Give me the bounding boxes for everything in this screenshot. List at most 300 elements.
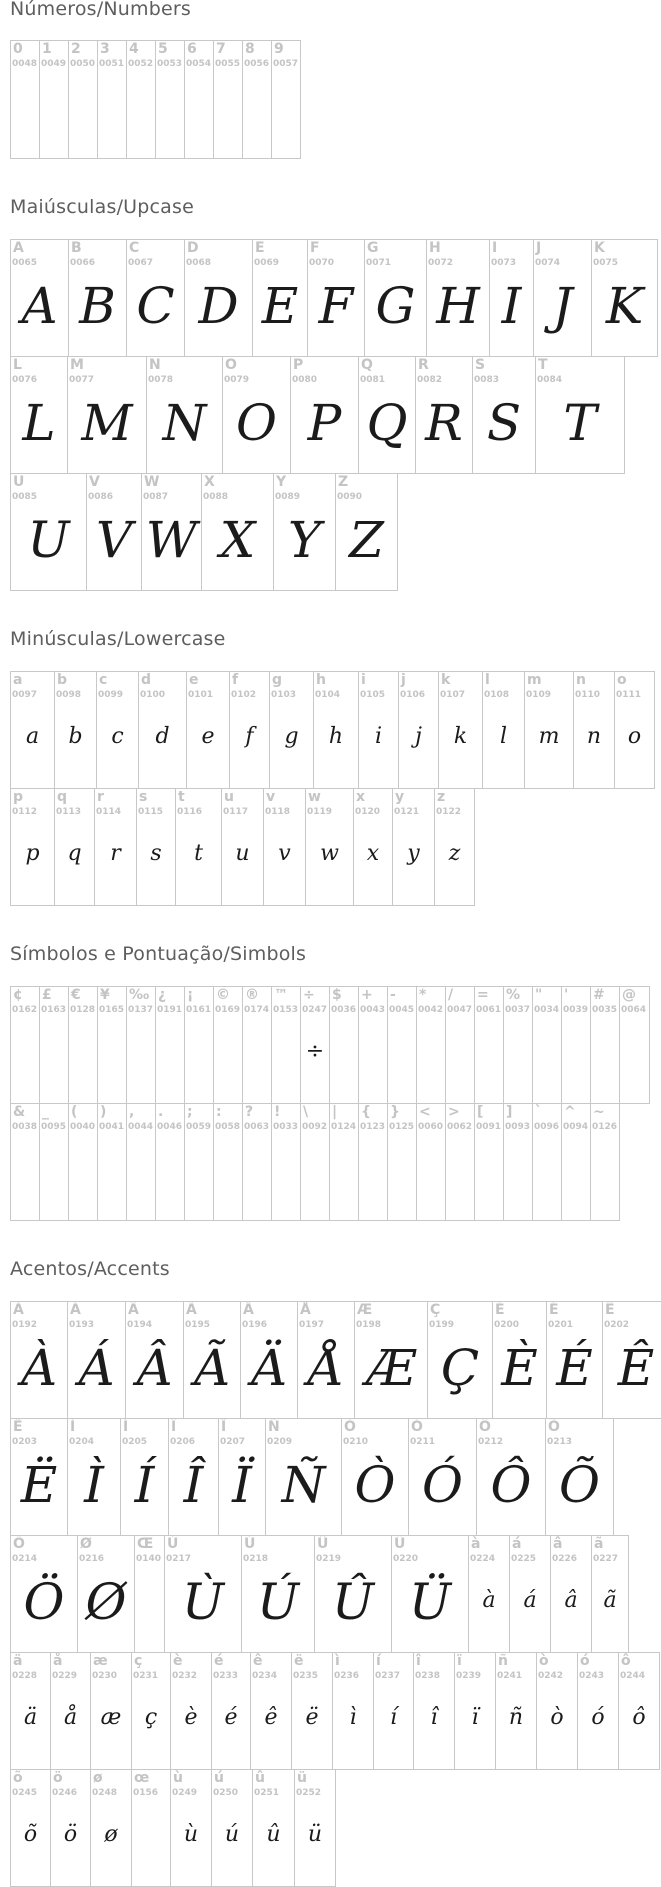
glyph-code: 0248	[92, 1788, 118, 1798]
glyph-code: 0055	[215, 59, 241, 69]
glyph-code: 0072	[428, 258, 454, 268]
glyph-cell	[438, 671, 483, 789]
glyph-sample: ë	[305, 1705, 319, 1730]
glyph-code: 0110	[575, 690, 601, 700]
glyph-code: 0241	[497, 1671, 523, 1681]
glyph-cell	[305, 788, 354, 906]
glyph-label: Ö	[13, 1536, 25, 1552]
glyph-code: 0194	[127, 1320, 153, 1330]
glyph-cell	[263, 788, 306, 906]
glyph-label: y	[395, 789, 405, 805]
glyph-cell	[218, 1418, 266, 1536]
glyph-sample: Ë	[20, 1456, 58, 1514]
section-title-upcase: Maiúsculas/Upcase	[10, 196, 195, 218]
glyph-code: 0243	[579, 1671, 605, 1681]
glyph-code: 0092	[302, 1122, 328, 1132]
glyph-label: ä	[13, 1653, 23, 1669]
glyph-label: )	[100, 1104, 107, 1120]
glyph-cell	[211, 1769, 253, 1887]
glyph-label: ù	[173, 1770, 183, 1786]
glyph-cell	[573, 671, 615, 789]
glyph-code: 0052	[128, 59, 154, 69]
glyph-label: +	[361, 987, 373, 1003]
glyph-cell	[10, 239, 69, 357]
glyph-code: 0118	[265, 807, 291, 817]
glyph-code: 0237	[375, 1671, 401, 1681]
glyph-code: 0125	[389, 1122, 415, 1132]
glyph-cell	[242, 986, 272, 1104]
glyph-sample: d	[155, 724, 170, 749]
glyph-code: 0033	[273, 1122, 299, 1132]
glyph-sample: r	[110, 841, 121, 866]
glyph-label: õ	[13, 1770, 23, 1786]
glyph-sample: ì	[349, 1705, 357, 1730]
glyph-label: Ú	[244, 1536, 256, 1552]
glyph-cell	[213, 1103, 243, 1221]
glyph-label: ¿	[158, 987, 167, 1003]
glyph-cell	[39, 40, 69, 159]
glyph-label: ™	[274, 987, 288, 1003]
glyph-cell	[164, 1535, 242, 1653]
glyph-sample: ó	[591, 1705, 605, 1730]
glyph-code: 0057	[273, 59, 299, 69]
glyph-sample: è	[184, 1705, 198, 1730]
glyph-cell	[90, 1769, 132, 1887]
glyph-cell	[509, 1535, 551, 1653]
section-title-numbers: Números/Numbers	[10, 0, 191, 20]
glyph-code: 0038	[12, 1122, 38, 1132]
glyph-label: Ä	[243, 1302, 254, 1318]
glyph-sample: i	[374, 724, 383, 749]
glyph-code: 0104	[315, 690, 341, 700]
glyph-code: 0247	[302, 1005, 328, 1015]
glyph-code: 0079	[224, 375, 250, 385]
glyph-label: À	[13, 1302, 24, 1318]
glyph-sample: Ö	[23, 1573, 65, 1631]
glyph-cell	[353, 788, 393, 906]
glyph-cell	[184, 986, 214, 1104]
glyph-sample: R	[425, 394, 463, 452]
glyph-code: 0084	[537, 375, 563, 385]
glyph-label: _	[42, 1104, 49, 1120]
glyph-sample: u	[235, 841, 250, 866]
glyph-cell	[155, 40, 185, 159]
glyph-code: 0174	[244, 1005, 270, 1015]
glyph-cell	[495, 1652, 537, 1770]
glyph-label: W	[144, 474, 160, 490]
glyph-code: 0213	[547, 1437, 573, 1447]
glyph-sample: W	[145, 511, 198, 569]
glyph-code: 0049	[41, 59, 67, 69]
glyph-cell	[300, 986, 330, 1104]
glyph-cell	[10, 356, 68, 474]
section-title-symbols: Símbolos e Pontuação/Simbols	[10, 943, 307, 965]
glyph-label: S	[475, 357, 486, 373]
glyph-label: 1	[42, 41, 52, 57]
glyph-code: 0054	[186, 59, 212, 69]
glyph-label: z	[437, 789, 446, 805]
glyph-code: 0126	[592, 1122, 618, 1132]
glyph-cell	[358, 1103, 388, 1221]
glyph-label: Œ	[137, 1536, 154, 1552]
glyph-sample: H	[436, 277, 480, 335]
glyph-sample: û	[266, 1822, 281, 1847]
glyph-code: 0069	[254, 258, 280, 268]
glyph-label: s	[139, 789, 148, 805]
glyph-cell	[454, 1652, 496, 1770]
glyph-code: 0234	[252, 1671, 278, 1681]
glyph-code: 0082	[417, 375, 443, 385]
glyph-code: 0250	[213, 1788, 239, 1798]
glyph-code: 0068	[186, 258, 212, 268]
glyph-cell	[269, 671, 314, 789]
glyph-code: 0199	[429, 1320, 455, 1330]
glyph-label: T	[538, 357, 548, 373]
glyph-label: Ã	[186, 1302, 197, 1318]
glyph-label: 2	[71, 41, 81, 57]
glyph-label: Ô	[479, 1419, 491, 1435]
glyph-sample: Î	[183, 1456, 204, 1514]
glyph-cell	[503, 1103, 533, 1221]
glyph-code: 0209	[267, 1437, 293, 1447]
glyph-cell	[307, 239, 365, 357]
glyph-code: 0236	[334, 1671, 360, 1681]
glyph-cell	[120, 1418, 169, 1536]
glyph-code: 0235	[293, 1671, 319, 1681]
glyph-label: {	[361, 1104, 371, 1120]
glyph-code: 0252	[296, 1788, 322, 1798]
glyph-label: ø	[93, 1770, 103, 1786]
glyph-code: 0124	[331, 1122, 357, 1132]
glyph-cell	[170, 1769, 212, 1887]
glyph-label: Â	[128, 1302, 139, 1318]
glyph-sample: f	[245, 724, 254, 749]
glyph-label: $	[332, 987, 342, 1003]
glyph-cell	[373, 1652, 414, 1770]
glyph-label: L	[13, 357, 22, 373]
glyph-cell	[170, 1652, 212, 1770]
glyph-cell	[358, 671, 399, 789]
glyph-cell	[183, 1301, 241, 1419]
glyph-cell	[468, 1535, 510, 1653]
glyph-label: œ	[134, 1770, 150, 1786]
glyph-sample: b	[68, 724, 83, 749]
glyph-cell	[126, 1103, 156, 1221]
glyph-cell	[265, 1418, 342, 1536]
glyph-label: Æ	[357, 1302, 373, 1318]
glyph-sample: É	[556, 1339, 593, 1397]
glyph-cell	[10, 1769, 51, 1887]
glyph-cell	[426, 239, 490, 357]
glyph-code: 0040	[70, 1122, 96, 1132]
glyph-code: 0048	[12, 59, 38, 69]
glyph-label: d	[141, 672, 152, 688]
glyph-label: }	[390, 1104, 400, 1120]
glyph-label: |	[332, 1104, 338, 1120]
glyph-label: Å	[300, 1302, 311, 1318]
glyph-label: b	[57, 672, 68, 688]
glyph-label: É	[549, 1302, 559, 1318]
glyph-sample: ï	[471, 1705, 479, 1730]
glyph-cell	[68, 1103, 98, 1221]
glyph-sample: í	[389, 1705, 398, 1730]
glyph-code: 0043	[360, 1005, 386, 1015]
glyph-sample: Ü	[408, 1573, 452, 1631]
glyph-label: 6	[187, 41, 197, 57]
glyph-label: í	[376, 1653, 381, 1669]
glyph-code: 0120	[355, 807, 381, 817]
glyph-code: 0108	[484, 690, 510, 700]
glyph-label: ;	[187, 1104, 193, 1120]
glyph-cell	[10, 788, 55, 906]
glyph-cell	[126, 40, 156, 159]
glyph-sample: Ú	[256, 1573, 300, 1631]
glyph-label: Ü	[394, 1536, 406, 1552]
glyph-code: 0071	[366, 258, 392, 268]
glyph-cell	[329, 986, 359, 1104]
glyph-sample: Ñ	[281, 1456, 326, 1514]
glyph-label: î	[416, 1653, 421, 1669]
glyph-cell	[550, 1535, 592, 1653]
glyph-label: Ï	[221, 1419, 227, 1435]
glyph-code: 0117	[223, 807, 249, 817]
glyph-cell	[358, 356, 416, 474]
glyph-code: 0077	[69, 375, 95, 385]
glyph-sample: æ	[100, 1705, 122, 1730]
glyph-cell	[291, 1652, 333, 1770]
glyph-cell	[533, 239, 592, 357]
glyph-label: ó	[580, 1653, 590, 1669]
glyph-label: (	[71, 1104, 78, 1120]
glyph-label: N	[149, 357, 161, 373]
glyph-sample: Ò	[354, 1456, 396, 1514]
glyph-cell	[97, 1103, 127, 1221]
glyph-code: 0106	[400, 690, 426, 700]
glyph-code: 0091	[476, 1122, 502, 1132]
glyph-code: 0230	[92, 1671, 118, 1681]
glyph-sample: N	[162, 394, 207, 452]
glyph-label: =	[477, 987, 489, 1003]
glyph-cell	[138, 671, 187, 789]
glyph-cell	[614, 671, 655, 789]
glyph-label: e	[189, 672, 199, 688]
glyph-code: 0083	[474, 375, 500, 385]
glyph-code: 0192	[12, 1320, 38, 1330]
glyph-sample: ÷	[305, 1039, 325, 1064]
glyph-cell	[427, 1301, 493, 1419]
glyph-code: 0067	[128, 258, 154, 268]
glyph-sample: Å	[307, 1339, 345, 1397]
glyph-code: 0203	[12, 1437, 38, 1447]
glyph-label: D	[187, 240, 199, 256]
glyph-label: k	[441, 672, 451, 688]
glyph-code: 0065	[12, 258, 38, 268]
glyph-cell	[242, 1103, 272, 1221]
glyph-label: '	[564, 987, 569, 1003]
glyph-sample: a	[25, 724, 40, 749]
glyph-label: ç	[134, 1653, 143, 1669]
glyph-label: ?	[245, 1104, 254, 1120]
glyph-label: Ó	[411, 1419, 423, 1435]
glyph-code: 0232	[172, 1671, 198, 1681]
glyph-label: ô	[621, 1653, 631, 1669]
glyph-code: 0163	[41, 1005, 67, 1015]
glyph-cell	[97, 40, 127, 159]
glyph-code: 0107	[440, 690, 466, 700]
glyph-cell	[10, 986, 40, 1104]
glyph-sample: F	[318, 277, 354, 335]
glyph-cell	[126, 239, 185, 357]
glyph-label: g	[272, 672, 283, 688]
glyph-cell	[546, 1301, 603, 1419]
glyph-cell	[67, 1301, 126, 1419]
glyph-sample: g	[284, 724, 299, 749]
glyph-code: 0218	[243, 1554, 269, 1564]
glyph-code: 0205	[122, 1437, 148, 1447]
glyph-sample: õ	[23, 1822, 38, 1847]
glyph-code: 0060	[418, 1122, 444, 1132]
glyph-cell	[242, 40, 272, 159]
glyph-sample: â	[564, 1588, 578, 1613]
glyph-sample: z	[448, 841, 461, 866]
glyph-cell	[535, 356, 625, 474]
glyph-code: 0105	[360, 690, 386, 700]
glyph-label: ©	[216, 987, 230, 1003]
glyph-cell	[332, 1652, 374, 1770]
glyph-cell	[398, 671, 439, 789]
glyph-sample: Ê	[617, 1339, 655, 1397]
glyph-label: 3	[100, 41, 110, 57]
glyph-label: `	[535, 1104, 542, 1120]
glyph-code: 0214	[12, 1554, 38, 1564]
glyph-label: f	[232, 672, 239, 688]
glyph-cell	[492, 1301, 547, 1419]
glyph-cell	[391, 1535, 469, 1653]
glyph-cell	[155, 986, 185, 1104]
glyph-code: 0080	[292, 375, 318, 385]
glyph-cell	[54, 671, 97, 789]
glyph-label: á	[512, 1536, 522, 1552]
glyph-label: 8	[245, 41, 255, 57]
glyph-code: 0056	[244, 59, 270, 69]
glyph-cell	[590, 986, 620, 1104]
glyph-label: A	[13, 240, 24, 256]
glyph-label: o	[617, 672, 627, 688]
glyph-label: H	[429, 240, 441, 256]
glyph-code: 0096	[534, 1122, 560, 1132]
glyph-cell	[392, 788, 435, 906]
glyph-cell	[476, 1418, 546, 1536]
glyph-code: 0114	[96, 807, 122, 817]
glyph-cell	[532, 986, 562, 1104]
glyph-cell	[229, 671, 270, 789]
glyph-code: 0200	[494, 1320, 520, 1330]
glyph-sample: C	[136, 277, 175, 335]
glyph-sample: Ù	[181, 1573, 225, 1631]
glyph-code: 0075	[593, 258, 619, 268]
glyph-code: 0197	[299, 1320, 325, 1330]
glyph-label: h	[316, 672, 326, 688]
glyph-label: ñ	[498, 1653, 508, 1669]
glyph-cell	[240, 1301, 298, 1419]
glyph-label: >	[448, 1104, 460, 1120]
glyph-code: 0196	[242, 1320, 268, 1330]
glyph-label: Y	[276, 474, 287, 490]
glyph-cell	[416, 1103, 446, 1221]
glyph-cell	[10, 1652, 51, 1770]
glyph-cell	[602, 1301, 661, 1419]
glyph-sample: À	[20, 1339, 58, 1397]
glyph-label: X	[204, 474, 215, 490]
glyph-code: 0242	[538, 1671, 564, 1681]
glyph-sample: Õ	[559, 1456, 600, 1514]
glyph-label: m	[527, 672, 542, 688]
glyph-code: 0233	[213, 1671, 239, 1681]
glyph-label: O	[225, 357, 237, 373]
glyph-sample: A	[21, 277, 58, 335]
glyph-code: 0035	[592, 1005, 618, 1015]
glyph-code: 0206	[170, 1437, 196, 1447]
glyph-code: 0207	[220, 1437, 246, 1447]
glyph-cell	[10, 40, 40, 159]
glyph-label: Ê	[605, 1302, 615, 1318]
glyph-code: 0219	[316, 1554, 342, 1564]
glyph-label: Z	[338, 474, 349, 490]
glyph-label: r	[97, 789, 104, 805]
glyph-label: Ì	[70, 1419, 76, 1435]
glyph-sample: l	[499, 724, 508, 749]
glyph-sample: t	[194, 841, 203, 866]
glyph-label: Q	[361, 357, 373, 373]
glyph-label: Ë	[13, 1419, 23, 1435]
glyph-code: 0198	[356, 1320, 382, 1330]
glyph-cell	[561, 1103, 591, 1221]
glyph-sample: ú	[224, 1822, 240, 1847]
glyph-sample: E	[261, 277, 299, 335]
glyph-code: 0034	[534, 1005, 560, 1015]
glyph-cell	[252, 1769, 295, 1887]
glyph-code: 0210	[343, 1437, 369, 1447]
glyph-sample: G	[375, 277, 416, 335]
glyph-code: 0095	[41, 1122, 67, 1132]
glyph-label: :	[216, 1104, 222, 1120]
glyph-code: 0094	[563, 1122, 589, 1132]
glyph-code: 0195	[185, 1320, 211, 1330]
glyph-label: ‰	[129, 987, 150, 1003]
glyph-label: ®	[245, 987, 259, 1003]
glyph-label: c	[99, 672, 108, 688]
glyph-label: a	[13, 672, 23, 688]
glyph-cell	[314, 1535, 392, 1653]
glyph-label: ]	[506, 1104, 513, 1120]
glyph-code: 0153	[273, 1005, 299, 1015]
glyph-sample: s	[150, 841, 162, 866]
glyph-label: w	[308, 789, 321, 805]
glyph-code: 0100	[140, 690, 166, 700]
glyph-code: 0064	[621, 1005, 647, 1015]
glyph-sample: j	[415, 724, 422, 749]
glyph-code: 0161	[186, 1005, 212, 1015]
glyph-label: ü	[297, 1770, 307, 1786]
glyph-label: B	[71, 240, 82, 256]
glyph-label: u	[224, 789, 234, 805]
glyph-code: 0212	[478, 1437, 504, 1447]
glyph-sample: ã	[603, 1588, 617, 1613]
glyph-cell	[354, 1301, 428, 1419]
glyph-cell	[335, 473, 398, 591]
glyph-label: @	[622, 987, 636, 1003]
glyph-cell	[300, 1103, 330, 1221]
